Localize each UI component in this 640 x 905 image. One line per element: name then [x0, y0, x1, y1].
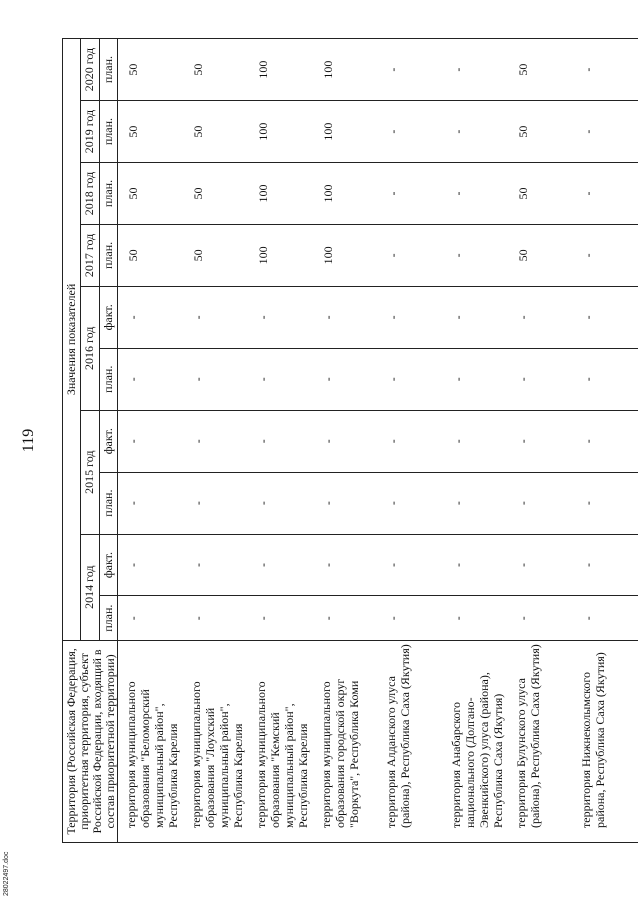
value-cell: -: [313, 286, 378, 348]
value-cell: -: [378, 163, 443, 225]
value-cell: 100: [313, 39, 378, 101]
value-cell: -: [183, 410, 248, 472]
fact-header: факт.: [99, 410, 117, 472]
value-cell: 50: [508, 101, 573, 163]
value-cell: 50: [508, 39, 573, 101]
value-cell: -: [183, 534, 248, 596]
value-cell: -: [573, 39, 638, 101]
value-cell: 100: [248, 224, 313, 286]
plan-header: план.: [99, 348, 117, 410]
value-cell: -: [248, 534, 313, 596]
value-cell: -: [443, 224, 508, 286]
value-cell: -: [183, 596, 248, 640]
table-row: [183, 39, 248, 843]
value-cell: -: [378, 101, 443, 163]
fact-header: факт.: [99, 286, 117, 348]
value-cell: -: [508, 534, 573, 596]
value-cell: -: [573, 472, 638, 534]
value-cell: -: [378, 596, 443, 640]
value-cell: 50: [183, 163, 248, 225]
document-code: 28022497.doc: [3, 851, 10, 896]
value-cell: -: [378, 534, 443, 596]
year-header-2016: 2016 год: [81, 286, 99, 410]
year-header-2020: 2020 год: [81, 39, 99, 101]
plan-header: план.: [99, 39, 117, 101]
value-cell: -: [378, 39, 443, 101]
value-cell: -: [118, 348, 184, 410]
value-cell: -: [118, 596, 184, 640]
value-cell: 50: [118, 39, 184, 101]
territory-name: территория муниципального образования "Беломорский муниципальный район", Республика Карелия: [118, 640, 184, 842]
value-cell: -: [248, 410, 313, 472]
value-cell: -: [183, 286, 248, 348]
value-cell: -: [378, 472, 443, 534]
value-cell: -: [443, 472, 508, 534]
table-row: [248, 39, 313, 843]
indicator-table: [62, 38, 638, 843]
value-cell: -: [118, 286, 184, 348]
year-header-2019: 2019 год: [81, 101, 99, 163]
value-cell: -: [443, 286, 508, 348]
value-cell: 100: [313, 163, 378, 225]
value-cell: 100: [248, 39, 313, 101]
rotated-page: [20, 38, 607, 843]
value-cell: -: [248, 348, 313, 410]
value-cell: -: [313, 472, 378, 534]
value-cell: -: [573, 596, 638, 640]
value-cell: 50: [183, 101, 248, 163]
territory-name: территория Булунского улуса (района), Республика Саха (Якутия): [508, 640, 573, 842]
plan-header: план.: [99, 224, 117, 286]
value-cell: -: [183, 472, 248, 534]
value-cell: 100: [313, 224, 378, 286]
value-cell: -: [313, 596, 378, 640]
value-cell: -: [443, 410, 508, 472]
plan-header: план.: [99, 101, 117, 163]
value-cell: -: [443, 101, 508, 163]
table-row: [378, 39, 443, 843]
value-cell: 50: [118, 163, 184, 225]
value-cell: 50: [183, 224, 248, 286]
territory-name: территория муниципального образования "Лоухский муниципальный район", Республика Карелия: [183, 640, 248, 842]
fact-header: факт.: [99, 534, 117, 596]
values-header: Значения показателей: [63, 39, 81, 641]
value-cell: -: [508, 472, 573, 534]
value-cell: -: [573, 224, 638, 286]
territory-header: Территория (Российская Федерация, приоритетная территория, субъект Российской Федерации, входящий в состав приоритетной территории): [63, 640, 118, 842]
value-cell: 100: [248, 163, 313, 225]
value-cell: 50: [118, 224, 184, 286]
value-cell: -: [183, 348, 248, 410]
plan-header: план.: [99, 472, 117, 534]
page-number: 119: [20, 428, 37, 453]
value-cell: -: [118, 534, 184, 596]
value-cell: -: [248, 472, 313, 534]
year-header-2018: 2018 год: [81, 163, 99, 225]
territory-name: территория муниципального образования "Кемский муниципальный район", Республика Карелия: [248, 640, 313, 842]
value-cell: -: [508, 286, 573, 348]
value-cell: -: [573, 534, 638, 596]
value-cell: -: [508, 410, 573, 472]
year-header-2014: 2014 год: [81, 534, 99, 640]
plan-header: план.: [99, 163, 117, 225]
value-cell: -: [443, 39, 508, 101]
value-cell: -: [378, 286, 443, 348]
value-cell: 50: [118, 101, 184, 163]
value-cell: 50: [508, 163, 573, 225]
value-cell: -: [313, 410, 378, 472]
territory-name: территория Алданского улуса (района), Республика Саха (Якутия): [378, 640, 443, 842]
value-cell: -: [573, 101, 638, 163]
value-cell: -: [378, 410, 443, 472]
value-cell: -: [573, 348, 638, 410]
value-cell: -: [118, 410, 184, 472]
value-cell: -: [443, 534, 508, 596]
table-row: [573, 39, 638, 843]
value-cell: -: [573, 286, 638, 348]
value-cell: -: [313, 534, 378, 596]
table-row: [508, 39, 573, 843]
value-cell: -: [508, 348, 573, 410]
value-cell: 50: [508, 224, 573, 286]
plan-header: план.: [99, 596, 117, 640]
value-cell: -: [378, 224, 443, 286]
value-cell: 50: [183, 39, 248, 101]
value-cell: -: [118, 472, 184, 534]
value-cell: -: [573, 163, 638, 225]
value-cell: -: [443, 163, 508, 225]
value-cell: 100: [248, 101, 313, 163]
value-cell: -: [573, 410, 638, 472]
territory-name: территория Анабарского национального (Долгано-Эвенкийского) улуса (района), Республика Саха (Якутия): [443, 640, 508, 842]
table-row: [313, 39, 378, 843]
value-cell: -: [378, 348, 443, 410]
table-row: [118, 39, 184, 843]
value-cell: -: [313, 348, 378, 410]
value-cell: -: [443, 348, 508, 410]
value-cell: -: [248, 286, 313, 348]
year-header-2017: 2017 год: [81, 224, 99, 286]
territory-name: территория Нижнеколымского района, Республика Саха (Якутия): [573, 640, 638, 842]
territory-name: территория муниципального образования городской округ "Воркута", Республика Коми: [313, 640, 378, 842]
year-header-2015: 2015 год: [81, 410, 99, 534]
value-cell: -: [508, 596, 573, 640]
value-cell: -: [443, 596, 508, 640]
value-cell: 100: [313, 101, 378, 163]
value-cell: -: [248, 596, 313, 640]
table-row: [443, 39, 508, 843]
